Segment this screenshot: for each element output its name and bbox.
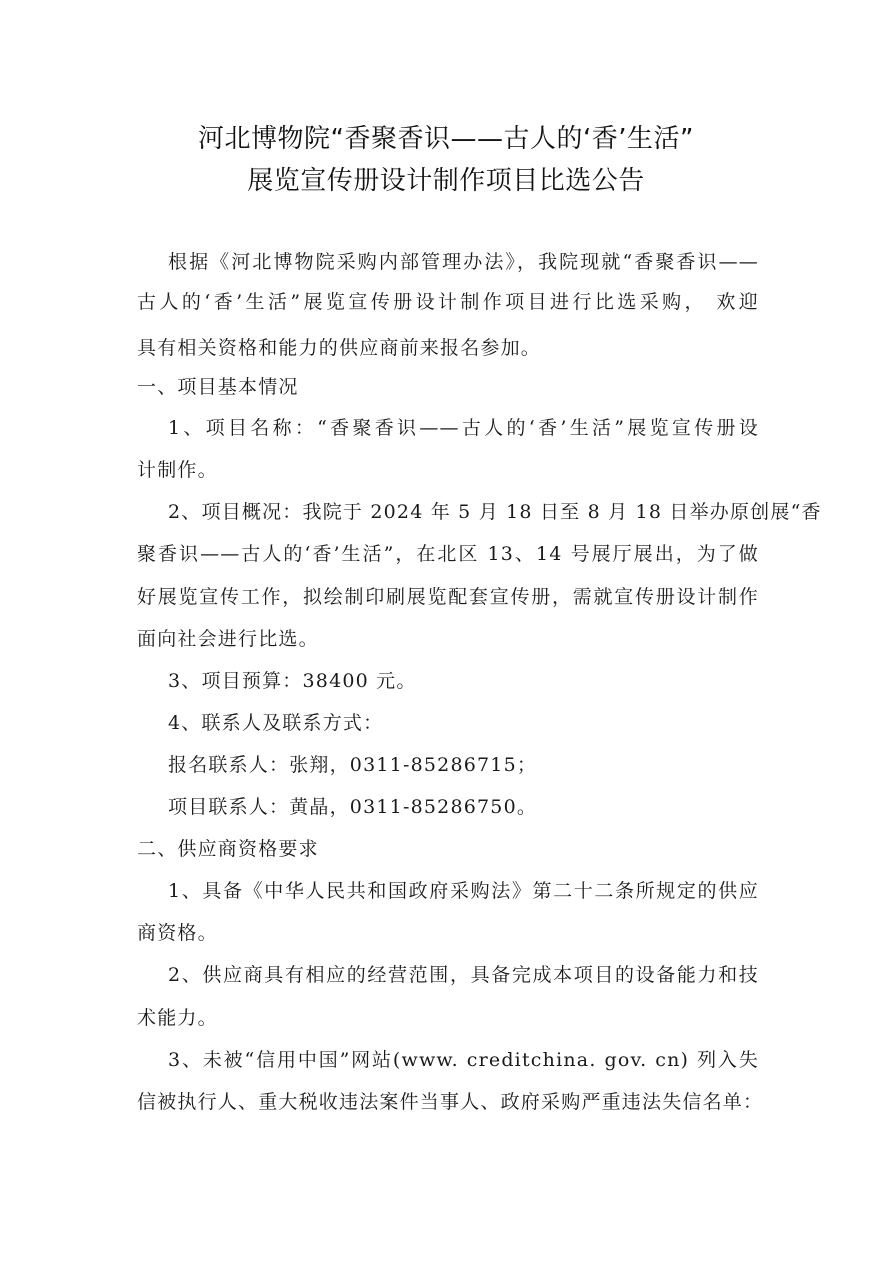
s1-item1-line2: 计制作。 (137, 459, 218, 481)
s1-contact-registration: 报名联系人：张翔，0311-85286715； (168, 754, 538, 776)
s2-item3-line1: 3、未被“信用中国”网站(www. creditchina. gov. cn) 列入失 (168, 1049, 759, 1071)
s1-contact-project: 项目联系人：黄晶，0311-85286750。 (168, 796, 538, 818)
s1-item2-line4: 面向社会进行比选。 (137, 628, 319, 650)
s1-item2-line3: 好展览宣传工作，拟绘制印刷展览配套宣传册，需就宣传册设计制作 (137, 586, 759, 608)
intro-line-3: 具有相关资格和能力的供应商前来报名参加。 (137, 337, 542, 359)
section2-heading: 二、供应商资格要求 (137, 838, 319, 860)
section1-heading: 一、项目基本情况 (137, 376, 299, 398)
title-line-1: 河北博物院“香聚香识——古人的‘香’生活” (198, 124, 694, 154)
title-line-2: 展览宣传册设计制作项目比选公告 (247, 166, 645, 196)
intro-line-2: 古人的‘香’生活”展览宣传册设计制作项目进行比选采购， 欢迎 (137, 291, 759, 313)
s2-item2-line1: 2、供应商具有相应的经营范围，具备完成本项目的设备能力和技 (168, 964, 759, 986)
s2-item1-line2: 商资格。 (137, 922, 218, 944)
s1-item3-budget: 3、项目预算：38400 元。 (168, 670, 417, 692)
s1-item1-line1: 1、项目名称：“香聚香识——古人的‘香’生活”展览宣传册设 (168, 417, 759, 439)
s2-item2-line2: 术能力。 (137, 1007, 218, 1029)
s1-item2-line2: 聚香识——古人的‘香’生活”，在北区 13、14 号展厅展出，为了做 (137, 543, 759, 565)
s1-item4-contacts: 4、联系人及联系方式： (168, 712, 384, 734)
intro-line-1: 根据《河北博物院采购内部管理办法》，我院现就“香聚香识—— (168, 251, 759, 273)
s2-item3-line2: 信被执行人、重大税收违法案件当事人、政府采购严重违法失信名单： (137, 1091, 764, 1113)
s1-item2-line1: 2、项目概况：我院于 2024 年 5 月 18 日至 8 月 18 日举办原创展“香 (168, 501, 822, 523)
s2-item1-line1: 1、具备《中华人民共和国政府采购法》第二十二条所规定的供应 (168, 880, 759, 902)
